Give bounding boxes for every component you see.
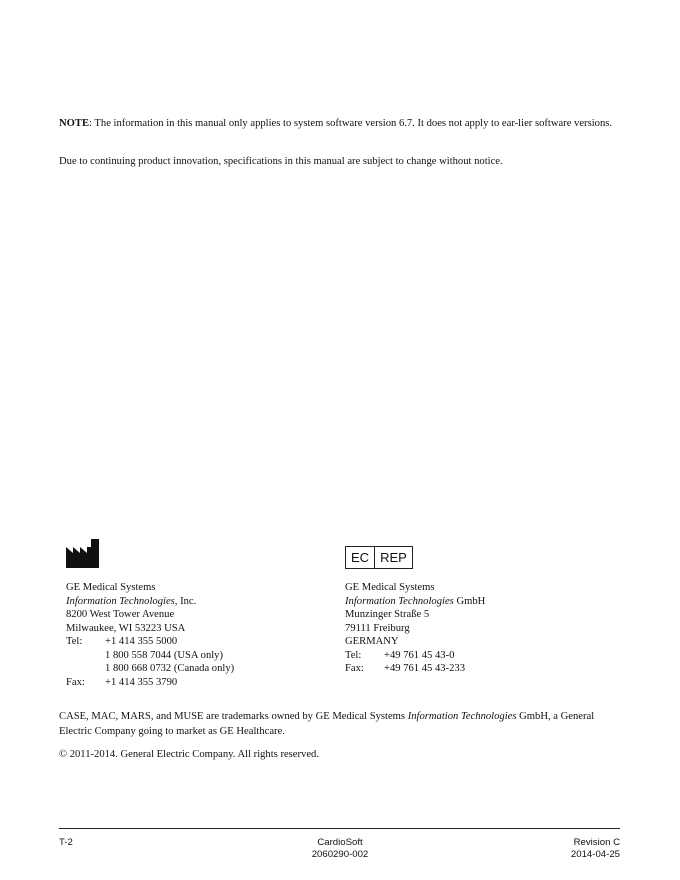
us-tel-row xyxy=(66,635,234,649)
footer-page-number: T-2 xyxy=(59,837,73,848)
factory-icon xyxy=(66,538,99,568)
footer-part-number: 2060290-002 xyxy=(311,849,369,860)
us-tel-canada: 1 800 668 0732 (Canada only) xyxy=(105,663,235,674)
ec-rep-symbol xyxy=(345,546,413,569)
us-fax-label: Fax: xyxy=(66,676,85,688)
eu-fax: +49 761 45 43-233 xyxy=(384,663,466,674)
trademark-before: CASE, MAC, MARS, and MUSE are trademarks owned by GE Medical Systems xyxy=(59,711,408,722)
footer-divider xyxy=(59,828,620,829)
footer-center xyxy=(250,837,430,861)
us-fax-row xyxy=(66,676,234,690)
eu-division-suffix: GmbH xyxy=(453,595,486,607)
us-fax: +1 414 355 3790 xyxy=(105,676,178,688)
eu-address-block xyxy=(345,581,485,676)
eu-fax-row xyxy=(345,662,485,676)
ec-rep-left: EC xyxy=(351,550,370,565)
eu-tel-label: Tel: xyxy=(345,649,362,661)
eu-fax-label: Fax: xyxy=(345,663,364,674)
footer-product: CardioSoft xyxy=(317,837,363,848)
eu-division-italic: Information Technologies xyxy=(345,595,454,607)
footer-right xyxy=(571,837,620,861)
eu-street: Munzinger Straße 5 xyxy=(345,609,430,620)
footer-revision: Revision C xyxy=(573,837,620,848)
trademark-paragraph xyxy=(59,709,619,739)
eu-tel-row xyxy=(345,649,485,663)
eu-city: 79111 Freiburg xyxy=(345,622,410,634)
eu-company: GE Medical Systems xyxy=(345,582,435,593)
us-tel: +1 414 355 5000 xyxy=(105,636,178,647)
us-company: GE Medical Systems xyxy=(66,582,156,593)
us-division-suffix: , Inc. xyxy=(174,595,197,607)
ec-rep-right: REP xyxy=(374,547,412,568)
copyright-notice: © 2011-2014. General Electric Company. All rights reserved. xyxy=(59,749,319,760)
trademark-after: GmbH, a General Electric Company going to market as GE Healthcare. xyxy=(59,711,595,737)
footer-date: 2014-04-25 xyxy=(570,849,620,860)
us-tel-label: Tel: xyxy=(66,636,83,647)
note-label: NOTE xyxy=(59,118,90,129)
us-division xyxy=(66,595,234,609)
eu-division xyxy=(345,595,485,609)
us-address-block xyxy=(66,581,234,689)
change-notice: Due to continuing product innovation, specifications in this manual are subject to change without notice. xyxy=(59,156,503,167)
eu-tel: +49 761 45 43-0 xyxy=(384,649,455,661)
note-text: : The information in this manual only applies to system software version 6.7. It does not apply to ear-lier software versions. xyxy=(89,118,613,129)
us-tel-usa: 1 800 558 7044 (USA only) xyxy=(105,649,224,661)
note-paragraph xyxy=(59,116,619,131)
eu-country: GERMANY xyxy=(345,636,399,647)
us-division-italic: Information Technologies xyxy=(66,595,175,607)
us-street: 8200 West Tower Avenue xyxy=(66,609,175,620)
trademark-italic: Information Technologies xyxy=(407,711,517,722)
us-city: Milwaukee, WI 53223 USA xyxy=(66,622,186,634)
